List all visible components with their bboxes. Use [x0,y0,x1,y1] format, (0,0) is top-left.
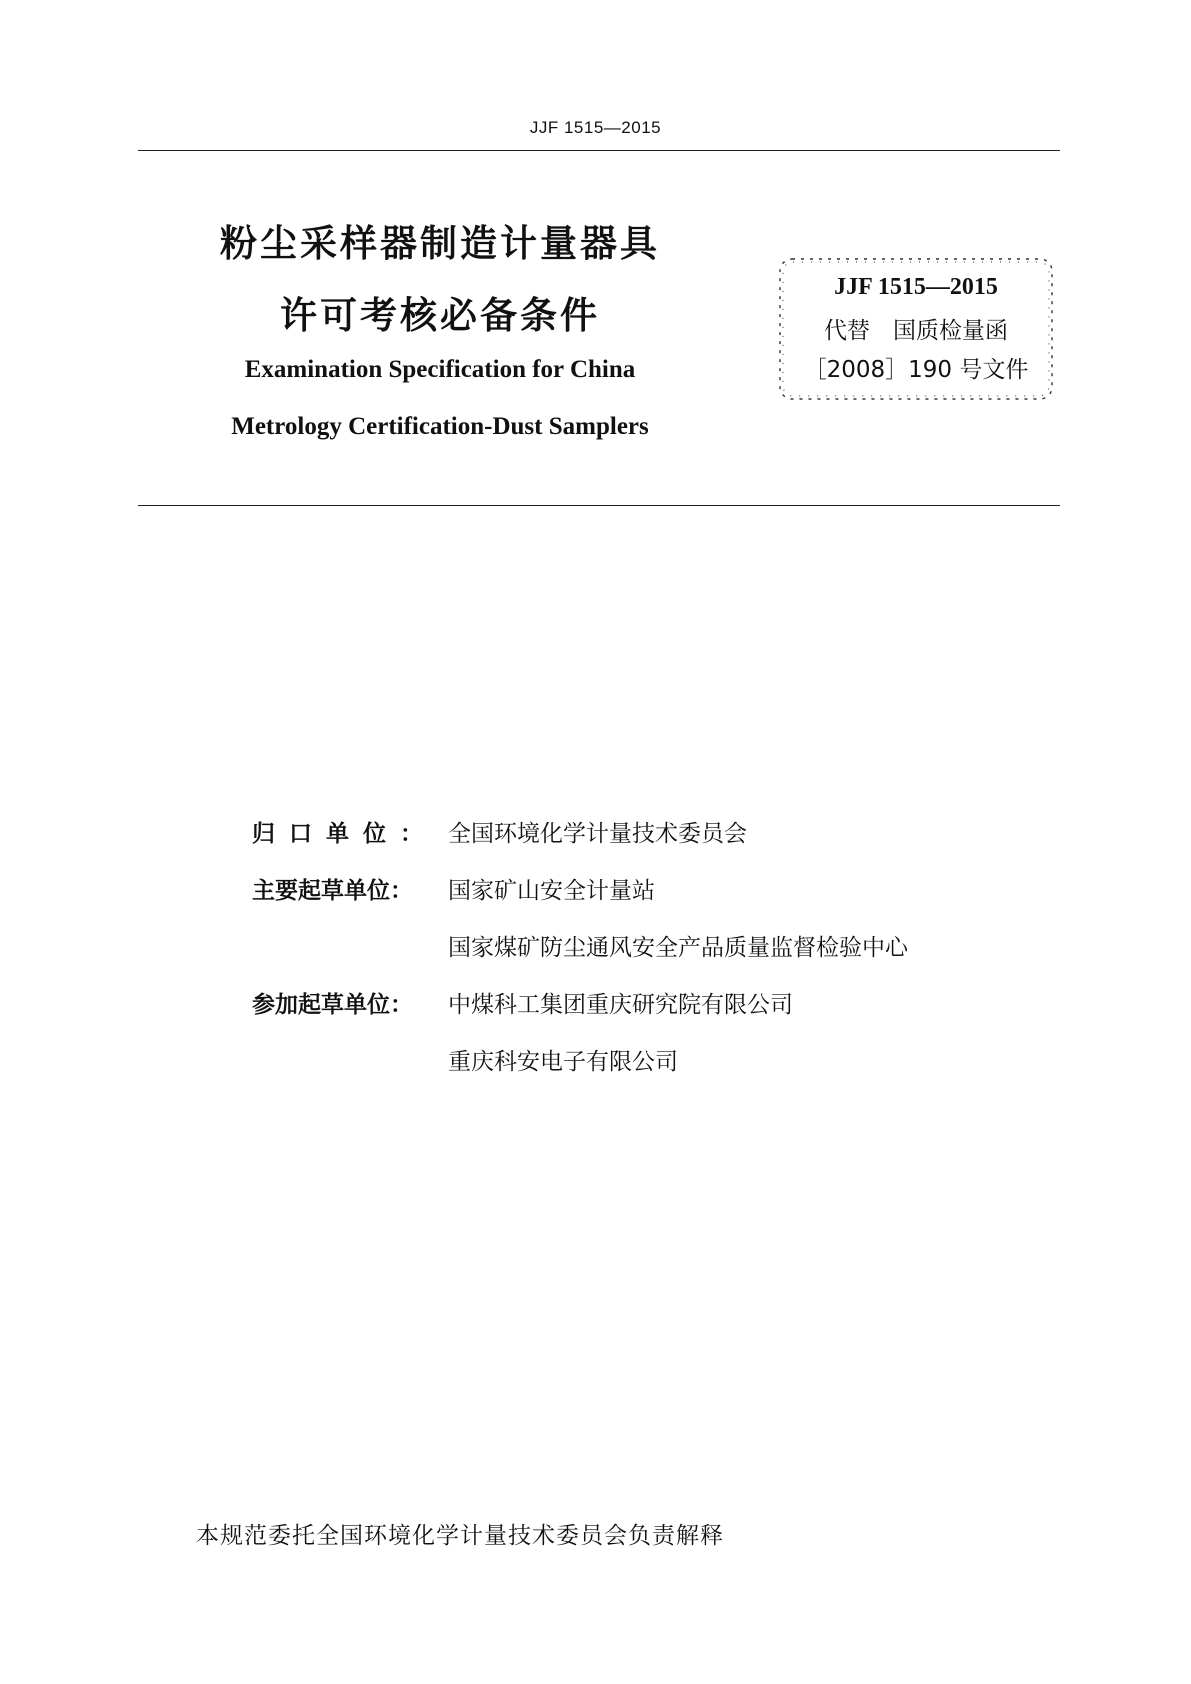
top-rule [138,150,1060,151]
title-cn-line2: 许可考核必备条件 [280,294,600,337]
replacement-code: JJF 1515—2015 [834,274,998,300]
unit-row [252,815,908,872]
unit-value: 国家矿山安全计量站 [448,878,655,904]
bottom-title-rule [138,505,1060,506]
title-en-line1: Examination Specification for China [244,356,636,383]
running-header: JJF 1515—2015 [529,118,662,137]
unit-value: 全国环境化学计量技术委员会 [448,821,747,847]
unit-label [252,815,448,848]
title-cn-line1: 粉尘采样器制造计量器具 [220,222,660,265]
replacement-box [777,256,1055,402]
unit-label: 参加起草单位： [252,992,413,1018]
unit-row [252,929,908,986]
unit-label-text: 归口单位： [252,821,437,847]
unit-value: 国家煤矿防尘通风安全产品质量监督检验中心 [448,935,908,961]
title-en-line2: Metrology Certification-Dust Samplers [231,413,649,440]
unit-row [252,986,908,1043]
unit-value: 重庆科安电子有限公司 [448,1049,678,1075]
unit-label: 主要起草单位： [252,878,413,904]
drafting-units [252,815,908,1100]
interpretation-note: 本规范委托全国环境化学计量技术委员会负责解释 [196,1523,724,1549]
unit-row [252,1043,908,1100]
unit-value: 中煤科工集团重庆研究院有限公司 [448,992,793,1018]
replacement-line2: 代替 国质检量函 [824,318,1008,344]
replacement-line3: ［2008］190 号文件 [803,357,1029,383]
unit-row [252,872,908,929]
